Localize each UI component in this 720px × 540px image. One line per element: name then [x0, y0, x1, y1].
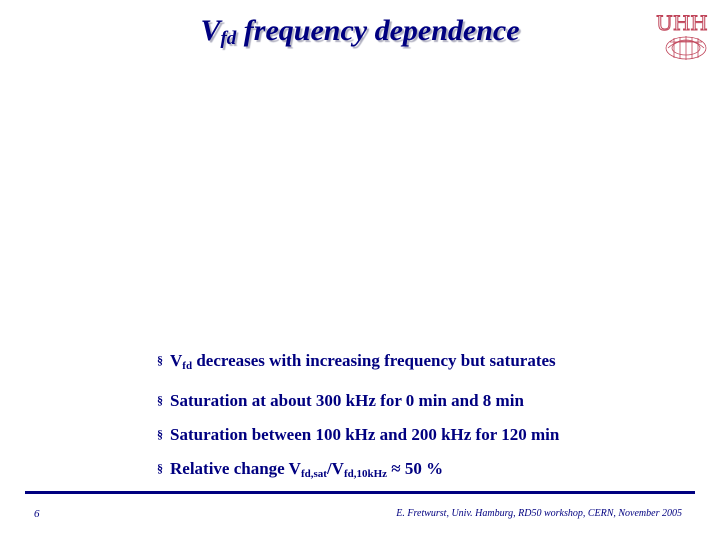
svg-text:UHH: UHH [656, 11, 708, 35]
footer-credit: E. Fretwurst, Univ. Hamburg, RD50 workshop, CERN, November 2005 [396, 508, 682, 519]
bullet-item-saturation-120min: § Saturation between 100 kHz and 200 kHz for 120 min [157, 425, 560, 444]
title-rest: frequency dependence [236, 14, 520, 47]
bullet-item-saturation-300khz: § Saturation at about 300 kHz for 0 min and 8 min [157, 391, 524, 410]
footer-divider [25, 491, 695, 494]
bullet-marker: § [157, 461, 163, 475]
university-hamburg-logo-icon [652, 8, 714, 60]
bullet-marker: § [157, 353, 163, 367]
bullet-marker: § [157, 427, 163, 441]
title-v: V [200, 14, 221, 47]
title-subscript: fd [220, 28, 237, 49]
bullet-item-relative-change: § Relative change $V_{fd,sat}/V_{fd,10kHz} \approx 50$ % [157, 459, 444, 480]
bullet-list [157, 350, 677, 498]
bullet-marker: § [157, 393, 163, 407]
page-number: 6 [34, 508, 40, 520]
slide-title [120, 14, 600, 50]
bullet-item-vfd-decreases: § $V_{fd}$ decreases with increasing frequency but saturates [157, 351, 556, 372]
